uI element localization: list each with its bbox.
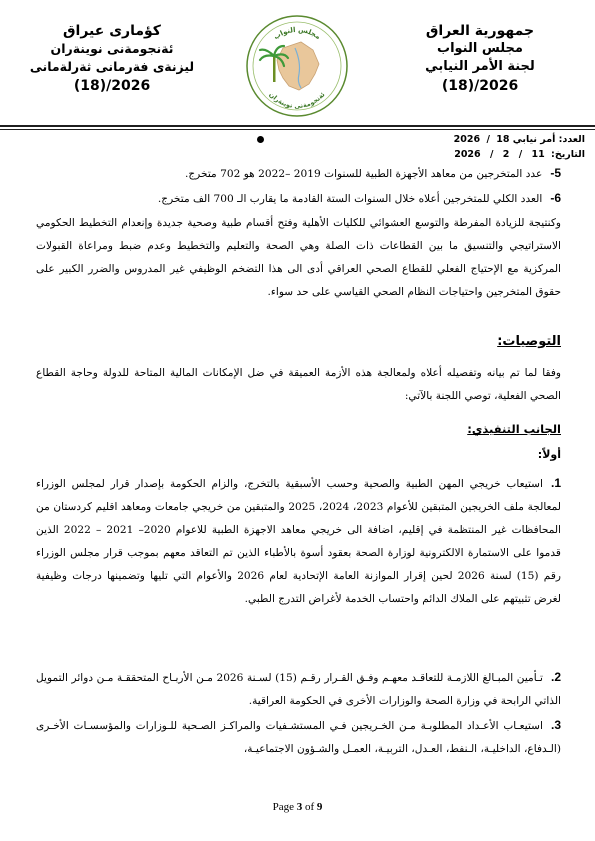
- header-right-line3: لجنة الأمر النيابي: [425, 59, 535, 74]
- list-item-6: [36, 187, 561, 211]
- executive-heading: الجانب التنفيذي:: [467, 422, 561, 436]
- paragraph-consequence: وكنتيجة للزيادة المفرطة والتوسع العشوائي للكليات الأهلية وفتح أقسام طبية وصحية جديدة وإنعدام التخطيط الحكومي الاستراتيجي والتنسيق ما بين القطاعات ذات الصلة وهي الصحة والتعليم والتخطيط وعدم ضبط ومراعاة القبولات المركزية مع الإحتياج الفعلي للقطاع الصحي العراقي أدى الى هذا التضخم الوظيفي غير المدروس والضرر الكبير على حقوق المتخرجين واحتياجات النظام الصحي القياسي على حد سواء.: [36, 217, 561, 298]
- item-number: 6-: [550, 191, 561, 205]
- header-left-line2: ئةنجومةنى نوينةران: [50, 41, 174, 56]
- footer-of-word: of: [304, 801, 315, 813]
- document-number: العدد: أمر نيابي 18 / 2026: [453, 134, 585, 145]
- point-number: 1.: [550, 476, 561, 490]
- logo-bottom-text: ئةنجومةنى نوينةران: [267, 90, 327, 111]
- item-number: 5-: [550, 166, 561, 180]
- footer-page-num: 3: [296, 801, 303, 813]
- header-right-line4: 2026/(18): [441, 78, 519, 94]
- point-text: استيعاب خريجي المهن الطبية والصحية وحسب الأسبقية بالتخرج، والزام الحكومة بإصدار قرار لمجلس الوزراء لمعالجة ملف الخريجين المتبقين للأعوام 2023، 2024، 2025 والمتبقين من خريجي جامعات ومعاهد اقليم كردستان من المحافظات غير المنتظمة في إقليم، اضافة الى خريجي معاهد الاجهزة الطبية للاعوام 2020– 2021 – 2022 الذين قدموا على الاستمارة الالكترونية لوزارة الصحة بعقود أسوة بالأطباء الذين تم التعاقد معهم بموجب قرار مجلس الوزراء رقم (15) لسنة 2026 لحين إقرار الموازنة العامة الإتحادية لعام 2026 والأعوام التي تليها وتضمينها درجات وظيفية لغرض تثبيتهم على الملاك الدائم واحتساب الخدمة لأغراض التدرج الطبي.: [36, 478, 562, 605]
- point-number: 3.: [550, 718, 561, 732]
- footer-page-word: Page: [272, 801, 294, 813]
- number-value: 18: [496, 134, 510, 145]
- header-divider: [0, 125, 595, 127]
- paragraph-recommendation-intro: وفقا لما تم بيانه وتفصيله أعلاه ولمعالجة هذه الأزمة العميقة في ضل الإمكانات المالية المتاحة للدولة وحاجة القطاع الصحي الفعلية، توصي اللجنة بالآتي:: [36, 367, 561, 402]
- date-month: 2: [502, 149, 510, 160]
- item-text: عدد المتخرجين من معاهد الأجهزة الطبية للسنوات 2019 –2022 هو 702 متخرج.: [184, 168, 543, 180]
- date-day: 11: [531, 149, 545, 160]
- header-right-line1: جمهورية العراق: [425, 23, 535, 39]
- recommendation-point-3: [36, 714, 561, 761]
- header-right: [395, 22, 565, 95]
- logo-top-text: مجلس النواب: [272, 25, 322, 42]
- header-left-line3: ليزنةى فةرمانى ثةرلةمانى: [29, 59, 195, 74]
- list-item-5: [36, 162, 561, 186]
- point-number: 2.: [550, 670, 562, 684]
- item-text: العدد الكلي للمتخرجين أعلاه خلال السنوات الستة القادمة ما يقارب الـ 700 الف متخرج.: [157, 193, 543, 205]
- date-year: 2026: [454, 149, 481, 160]
- date-label: التاريخ:: [551, 149, 585, 160]
- parliament-logo: [243, 12, 351, 120]
- recommendations-heading: التوصيات:: [497, 334, 561, 349]
- bullet-dot: [257, 136, 264, 143]
- point-text: تـأمين المبـالغ اللازمـة للتعاقـد معهـم وفـق القـرار رقـم (15) لسـنة 2026 مـن الأربـاح المتحققـة مـن دوائر التمويل الذاتي الرابحة في وزارة الصحة والوزارات الأخرى في الحكومة العراقية.: [36, 672, 561, 707]
- number-label: العدد:: [558, 134, 585, 145]
- first-label: أولاً:: [537, 448, 561, 461]
- number-prefix: أمر نيابي: [512, 134, 556, 145]
- recommendation-point-1: [36, 472, 561, 611]
- header-right-line2: مجلس النواب: [437, 41, 523, 56]
- number-year: 2026: [453, 134, 481, 145]
- document-date: التاريخ: 11 / 2 / 2026: [454, 149, 585, 160]
- header-left-line4: 2026/(18): [73, 78, 151, 94]
- recommendation-point-2: [36, 666, 561, 713]
- page-footer: [0, 801, 595, 813]
- header-left-line1: كؤمارى عيراق: [63, 23, 161, 39]
- point-text: استيعـاب الأعـداد المطلوبـة مـن الخـريجين فـي المستشـفيات والمراكـز الصـحية للـوزارات والمؤسسـات الأخـرى (الـدفاع، الداخليـة، الـنفط، العـدل، التربيـة، العمـل والشـؤون الاجتماعيـة،: [36, 720, 561, 755]
- header-left: [22, 22, 202, 95]
- header-divider-thin: [0, 129, 595, 130]
- footer-page-total: 9: [316, 801, 323, 813]
